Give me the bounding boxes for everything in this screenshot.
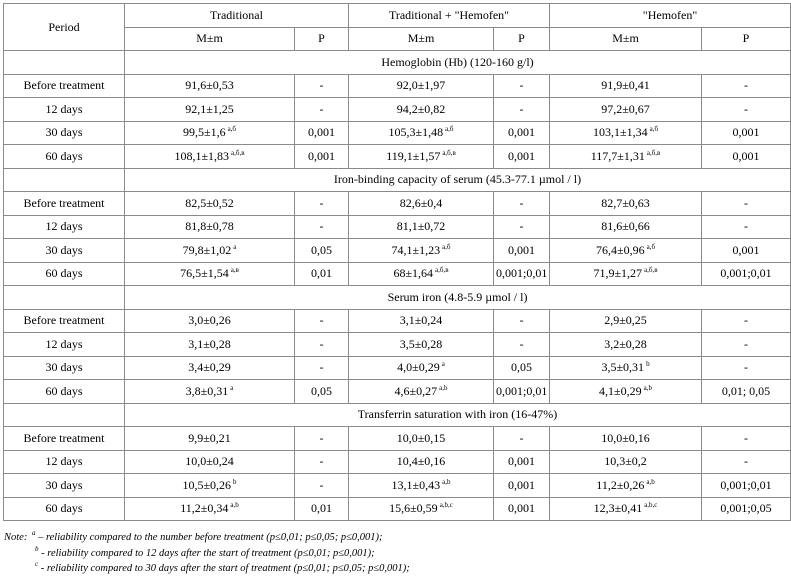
section-row	[4, 286, 791, 310]
period-cell: Before treatment	[4, 192, 125, 216]
p-value: -	[744, 313, 749, 328]
section-title: Hemoglobin (Hb) (120-160 g/l)	[125, 51, 791, 75]
mean-cell	[550, 497, 702, 521]
mean-value: 3,1±0,24	[399, 313, 443, 328]
mean-value: 10,3±0,2	[604, 454, 647, 469]
p-cell	[494, 121, 550, 145]
p-value: -	[744, 430, 749, 445]
p-value: -	[744, 454, 749, 469]
mean-value: 3,1±0,28	[188, 336, 231, 351]
p-cell	[295, 497, 349, 521]
p-cell	[295, 474, 349, 498]
p-cell	[295, 262, 349, 286]
table-row	[4, 333, 791, 357]
p-cell	[702, 356, 791, 380]
mean-cell	[125, 215, 295, 239]
section-row	[4, 51, 791, 75]
p-value: -	[519, 430, 524, 445]
note-text: – reliability compared to the number before treatment (p≤0,01; p≤0,05; p≤0,001);	[35, 532, 383, 543]
significance-marker: a,b,c	[644, 501, 658, 510]
p-value: 0,001;0,01	[496, 383, 548, 398]
significance-marker: a,б,в	[435, 266, 449, 275]
mean-value: 4,0±0,29	[397, 360, 440, 375]
mean-value: 15,6±0,59	[389, 501, 438, 516]
significance-marker: a,b	[442, 477, 451, 486]
table-notes	[4, 530, 690, 577]
p-value: 0,05	[311, 242, 332, 257]
significance-marker: a,b,c	[439, 501, 453, 510]
p-value: -	[744, 195, 749, 210]
mean-value: 71,9±1,27	[593, 266, 643, 281]
p-value: 0,001	[508, 454, 535, 469]
table-row	[4, 98, 791, 122]
mean-cell	[550, 333, 702, 357]
mean-value: 82,5±0,52	[185, 195, 234, 210]
p-cell	[295, 450, 349, 474]
p-value: 0,01; 0,05	[721, 383, 771, 398]
mean-header: M±m	[349, 27, 494, 51]
p-cell	[494, 215, 550, 239]
mean-cell	[125, 380, 295, 404]
mean-cell	[349, 239, 494, 263]
note-line	[4, 530, 690, 546]
p-cell	[702, 215, 791, 239]
mean-cell	[125, 121, 295, 145]
mean-cell	[349, 98, 494, 122]
period-header: Period	[4, 4, 125, 51]
period-cell: 30 days	[4, 239, 125, 263]
p-cell	[494, 262, 550, 286]
p-cell	[702, 309, 791, 333]
mean-cell	[349, 380, 494, 404]
mean-value: 119,1±1,57	[386, 148, 441, 163]
mean-cell	[550, 145, 702, 169]
p-value: -	[744, 219, 749, 234]
mean-value: 81,1±0,72	[396, 219, 446, 234]
p-cell	[295, 74, 349, 98]
p-cell	[702, 121, 791, 145]
mean-value: 105,3±1,48	[388, 125, 444, 140]
p-cell	[494, 497, 550, 521]
data-table	[3, 3, 791, 521]
mean-value: 10,4±0,16	[396, 454, 446, 469]
mean-value: 81,8±0,78	[185, 219, 234, 234]
significance-marker: a,б	[227, 125, 236, 134]
p-cell	[702, 262, 791, 286]
p-cell	[295, 356, 349, 380]
mean-value: 76,5±1,54	[180, 266, 229, 281]
mean-cell	[550, 121, 702, 145]
p-value: -	[519, 78, 524, 93]
p-cell	[295, 215, 349, 239]
mean-cell	[349, 121, 494, 145]
mean-cell	[349, 333, 494, 357]
table-row	[4, 497, 791, 521]
mean-header: M±m	[125, 27, 295, 51]
significance-marker: a,б	[646, 242, 656, 251]
mean-value: 76,4±0,96	[596, 242, 645, 257]
significance-marker: a	[233, 242, 237, 251]
mean-cell	[125, 474, 295, 498]
p-value: 0,001	[508, 477, 535, 492]
significance-marker: a,б,в	[231, 148, 245, 157]
table-body	[4, 51, 791, 521]
significance-marker: b	[646, 360, 650, 369]
p-value: -	[744, 78, 749, 93]
mean-value: 79,8±1,02	[182, 242, 232, 257]
p-cell	[295, 98, 349, 122]
p-value: -	[319, 360, 324, 375]
mean-cell	[550, 427, 702, 451]
p-cell	[702, 98, 791, 122]
p-cell	[295, 427, 349, 451]
p-header: P	[702, 27, 791, 51]
significance-marker: a,b	[646, 477, 655, 486]
period-cell: 30 days	[4, 356, 125, 380]
mean-value: 92,1±1,25	[185, 101, 234, 116]
note-marker: c	[35, 560, 39, 568]
note-prefix: Note:	[4, 532, 30, 543]
period-cell: 12 days	[4, 98, 125, 122]
p-value: -	[319, 219, 324, 234]
p-cell	[702, 427, 791, 451]
section-row	[4, 168, 791, 192]
table-row	[4, 380, 791, 404]
significance-marker: a,b	[439, 383, 448, 392]
mean-cell	[125, 192, 295, 216]
mean-cell	[349, 356, 494, 380]
period-cell: 12 days	[4, 333, 125, 357]
table-row	[4, 427, 791, 451]
significance-marker: a	[230, 383, 234, 392]
mean-cell	[550, 380, 702, 404]
mean-value: 103,1±1,34	[593, 125, 648, 140]
table-row	[4, 239, 791, 263]
mean-value: 10,0±0,24	[185, 454, 234, 469]
note-text: - reliability compared to 30 days after the start of treatment (p≤0,01; p≤0,05; p≤0,001);	[38, 563, 410, 574]
p-value: 0,001	[508, 125, 535, 140]
significance-marker: a,b	[643, 383, 652, 392]
p-cell	[702, 450, 791, 474]
mean-cell	[349, 427, 494, 451]
p-cell	[295, 192, 349, 216]
p-value: -	[519, 219, 524, 234]
mean-cell	[550, 450, 702, 474]
p-cell	[494, 239, 550, 263]
mean-value: 68±1,64	[393, 266, 434, 281]
section-title: Transferrin saturation with iron (16-47%)	[125, 403, 791, 427]
period-cell: 30 days	[4, 121, 125, 145]
significance-marker: a,б	[445, 125, 454, 134]
mean-cell	[349, 309, 494, 333]
p-value: -	[744, 101, 749, 116]
table-row	[4, 356, 791, 380]
p-value: 0,001	[508, 148, 535, 163]
mean-cell	[349, 262, 494, 286]
p-value: 0,05	[311, 383, 332, 398]
significance-marker: a,б,в	[646, 148, 661, 157]
period-cell: Before treatment	[4, 74, 125, 98]
section-row	[4, 403, 791, 427]
significance-marker: a	[441, 360, 445, 369]
mean-header: M±m	[550, 27, 702, 51]
mean-cell	[125, 145, 295, 169]
p-cell	[494, 145, 550, 169]
mean-cell	[550, 474, 702, 498]
p-cell	[702, 192, 791, 216]
p-cell	[494, 450, 550, 474]
p-value: -	[319, 336, 324, 351]
table-row	[4, 450, 791, 474]
p-cell	[295, 121, 349, 145]
mean-cell	[125, 356, 295, 380]
p-value: -	[744, 336, 749, 351]
mean-cell	[550, 309, 702, 333]
table-row	[4, 262, 791, 286]
mean-cell	[349, 497, 494, 521]
mean-value: 13,1±0,43	[391, 477, 441, 492]
p-value: 0,001	[308, 148, 335, 163]
mean-cell	[125, 450, 295, 474]
mean-cell	[125, 309, 295, 333]
section-period-cell	[4, 51, 125, 75]
mean-cell	[349, 192, 494, 216]
mean-cell	[125, 427, 295, 451]
mean-cell	[125, 239, 295, 263]
mean-cell	[550, 192, 702, 216]
p-value: -	[319, 477, 324, 492]
mean-value: 97,2±0,67	[601, 101, 650, 116]
p-cell	[295, 380, 349, 404]
p-cell	[494, 74, 550, 98]
table-row	[4, 215, 791, 239]
mean-value: 94,2±0,82	[396, 101, 446, 116]
table-row	[4, 74, 791, 98]
mean-value: 3,8±0,31	[185, 383, 229, 398]
mean-cell	[550, 98, 702, 122]
p-value: 0,001	[308, 125, 335, 140]
mean-value: 117,7±1,31	[590, 148, 645, 163]
p-cell	[702, 145, 791, 169]
p-cell	[702, 497, 791, 521]
group-header-hemofen: "Hemofen"	[550, 4, 791, 28]
p-cell	[494, 427, 550, 451]
p-cell	[702, 333, 791, 357]
mean-value: 74,1±1,23	[391, 242, 441, 257]
mean-cell	[125, 262, 295, 286]
p-cell	[295, 145, 349, 169]
period-cell: Before treatment	[4, 309, 125, 333]
mean-value: 9,9±0,21	[188, 430, 231, 445]
p-cell	[494, 380, 550, 404]
mean-cell	[550, 239, 702, 263]
mean-cell	[125, 98, 295, 122]
header-row-groups	[4, 4, 791, 28]
mean-cell	[550, 262, 702, 286]
significance-marker: a,б,в	[644, 266, 658, 275]
mean-value: 11,2±0,34	[180, 501, 229, 516]
p-cell	[494, 333, 550, 357]
p-cell	[295, 333, 349, 357]
mean-value: 3,2±0,28	[604, 336, 647, 351]
mean-value: 3,0±0,26	[188, 313, 231, 328]
p-value: 0,001;0,01	[720, 477, 772, 492]
period-cell: 12 days	[4, 450, 125, 474]
note-marker: b	[35, 544, 39, 553]
mean-value: 4,6±0,27	[394, 383, 438, 398]
p-cell	[494, 356, 550, 380]
p-value: 0,001;0,01	[496, 266, 548, 281]
p-cell	[295, 239, 349, 263]
section-period-cell	[4, 168, 125, 192]
mean-value: 10,5±0,26	[182, 477, 232, 492]
p-cell	[702, 74, 791, 98]
p-value: -	[319, 195, 324, 210]
p-value: -	[319, 101, 324, 116]
p-value: -	[744, 360, 749, 375]
period-cell: 60 days	[4, 262, 125, 286]
period-cell: 60 days	[4, 380, 125, 404]
mean-cell	[550, 74, 702, 98]
p-value: 0,01	[311, 501, 332, 516]
significance-marker: a,б	[649, 125, 659, 134]
group-header-traditional: Traditional	[125, 4, 349, 28]
p-value: -	[319, 78, 324, 93]
p-cell	[702, 239, 791, 263]
mean-value: 10,0±0,15	[396, 430, 446, 445]
p-value: 0,001	[508, 501, 535, 516]
table-row	[4, 474, 791, 498]
group-header-traditional-hemofen: Traditional + "Hemofen"	[349, 4, 550, 28]
mean-cell	[349, 145, 494, 169]
mean-value: 10,0±0,16	[601, 430, 650, 445]
significance-marker: a,в	[230, 266, 239, 275]
p-value: -	[319, 454, 324, 469]
mean-value: 92,0±1,97	[396, 78, 446, 93]
p-cell	[494, 98, 550, 122]
table-row	[4, 309, 791, 333]
note-text: - reliability compared to 12 days after the start of treatment (p≤0,01; p≤0,001);	[38, 547, 375, 559]
p-header: P	[494, 27, 550, 51]
mean-value: 99,5±1,6	[182, 125, 226, 140]
mean-cell	[125, 497, 295, 521]
mean-value: 11,2±0,26	[596, 477, 645, 492]
period-cell: 60 days	[4, 497, 125, 521]
mean-value: 3,5±0,31	[601, 360, 645, 375]
table-row	[4, 145, 791, 169]
period-cell: 60 days	[4, 145, 125, 169]
p-cell	[494, 192, 550, 216]
p-value: 0,001;0,05	[720, 501, 772, 516]
table-row	[4, 121, 791, 145]
mean-cell	[125, 74, 295, 98]
note-marker: a	[31, 529, 36, 537]
p-value: 0,001	[732, 148, 760, 163]
p-value: 0,01	[311, 266, 332, 281]
mean-value: 82,6±0,4	[399, 195, 443, 210]
p-value: 0,05	[511, 360, 532, 375]
mean-cell	[349, 74, 494, 98]
section-title: Iron-binding capacity of serum (45.3-77.1 µmol / l)	[125, 168, 791, 192]
p-cell	[702, 474, 791, 498]
note-line	[4, 561, 690, 577]
mean-value: 2,9±0,25	[604, 313, 647, 328]
mean-value: 3,4±0,29	[188, 360, 231, 375]
p-header: P	[295, 27, 349, 51]
period-cell: 12 days	[4, 215, 125, 239]
mean-value: 82,7±0,63	[601, 195, 650, 210]
p-value: 0,001	[732, 125, 760, 140]
mean-value: 81,6±0,66	[601, 219, 650, 234]
mean-cell	[125, 333, 295, 357]
p-value: 0,001;0,01	[720, 266, 772, 281]
mean-value: 12,3±0,41	[593, 501, 643, 516]
mean-value: 4,1±0,29	[599, 383, 642, 398]
section-period-cell	[4, 286, 125, 310]
mean-value: 3,5±0,28	[399, 336, 443, 351]
table-row	[4, 192, 791, 216]
mean-cell	[349, 215, 494, 239]
mean-value: 91,9±0,41	[601, 78, 650, 93]
p-value: -	[319, 430, 324, 445]
mean-value: 108,1±1,83	[174, 148, 230, 163]
p-value: -	[519, 313, 524, 328]
p-value: -	[519, 101, 524, 116]
p-cell	[494, 474, 550, 498]
significance-marker: b	[233, 477, 237, 486]
p-value: -	[519, 336, 524, 351]
period-cell: Before treatment	[4, 427, 125, 451]
p-cell	[702, 380, 791, 404]
section-period-cell	[4, 403, 125, 427]
p-value: -	[519, 195, 524, 210]
p-value: 0,001	[732, 242, 760, 257]
mean-cell	[349, 474, 494, 498]
p-value: -	[319, 313, 324, 328]
mean-cell	[550, 215, 702, 239]
note-line	[4, 546, 690, 562]
section-title: Serum iron (4.8-5.9 µmol / l)	[125, 286, 791, 310]
period-cell: 30 days	[4, 474, 125, 498]
p-cell	[295, 309, 349, 333]
significance-marker: a,б	[442, 242, 451, 251]
p-value: 0,001	[508, 242, 535, 257]
mean-value: 91,6±0,53	[185, 78, 234, 93]
significance-marker: a,b	[230, 501, 239, 510]
mean-cell	[349, 450, 494, 474]
mean-cell	[550, 356, 702, 380]
p-cell	[494, 309, 550, 333]
significance-marker: a,б,в	[442, 148, 456, 157]
